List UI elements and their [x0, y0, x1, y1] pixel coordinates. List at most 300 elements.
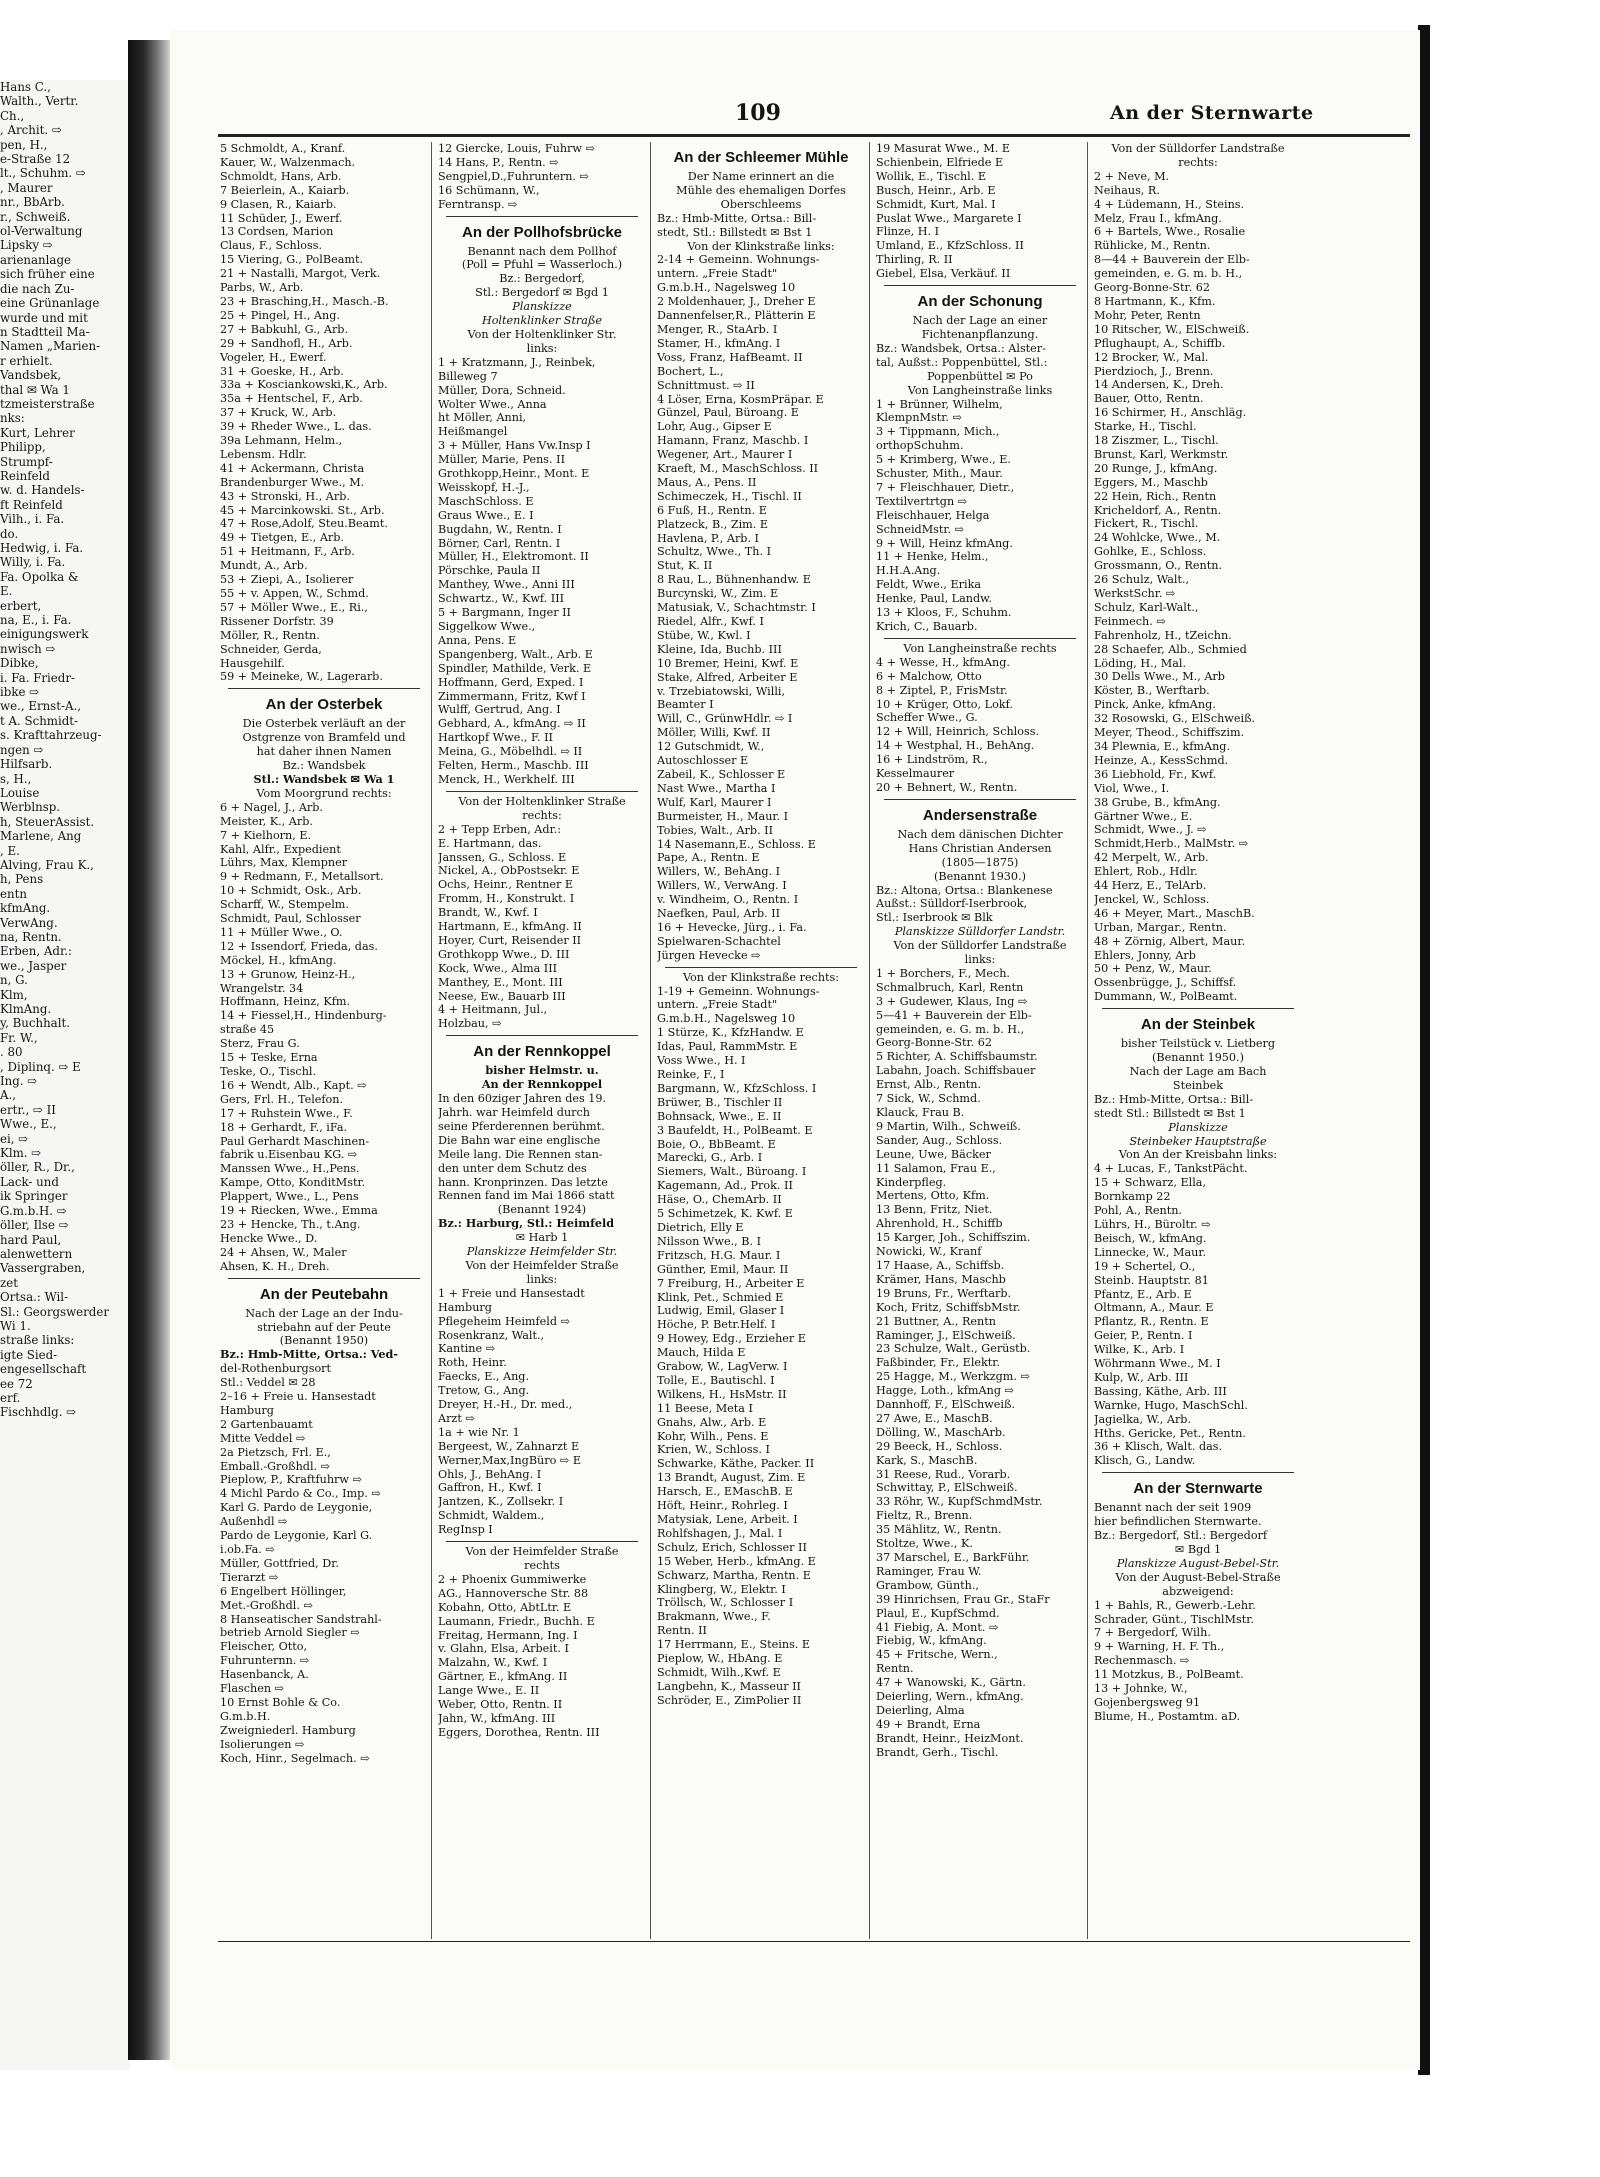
street-note: striebahn auf der Peute [257, 1320, 391, 1334]
street-note: Steinbeker Hauptstraße [1129, 1134, 1267, 1148]
directory-entry: Pflegeheim Heimfeld ⇨ [438, 1314, 570, 1328]
directory-entry: Mertens, Otto, Kfm. [876, 1189, 990, 1203]
directory-entry: Heißmangel [438, 425, 508, 439]
directory-entry: 39a Lehmann, Helm., [220, 434, 343, 448]
left-page-line: h, SteuerAssist. [0, 814, 95, 829]
directory-column-3 [657, 142, 865, 1939]
street-note: Benannt nach dem Pollhof [467, 244, 617, 258]
directory-entry: 12 + Will, Heinrich, Schloss. [876, 725, 1040, 739]
directory-entry: Bz.: Harburg, Stl.: Heimfeld [438, 1217, 615, 1231]
street-note: Nach der Lage am Bach [1129, 1065, 1267, 1078]
directory-entry: Bornkamp 22 [1094, 1190, 1171, 1204]
directory-entry: Roth, Heinr. [438, 1356, 507, 1370]
directory-entry: 35a + Hentschel, F., Arb. [220, 392, 363, 406]
left-page-line: Vassergraben, [0, 1261, 86, 1276]
left-page-fragment [0, 80, 130, 2070]
directory-column-1 [220, 142, 428, 1939]
left-page-line: Alving, Frau K., [0, 857, 94, 872]
directory-entry: 10 Ritscher, W., ElSchweiß. [1094, 322, 1250, 336]
directory-entry: Holzbau, ⇨ [438, 1017, 502, 1031]
directory-entry: 23 + Brasching,H., Masch.-B. [220, 294, 389, 308]
directory-entry: 27 + Babkuhl, G., Arb. [220, 322, 349, 336]
street-note: links: [526, 341, 558, 355]
left-page-line: ft Reinfeld [0, 497, 63, 512]
left-page-line: einigungswerk [0, 627, 89, 642]
street-note: Von der Sülldorfer Landstraße [1111, 142, 1285, 155]
directory-entry: Ahrenhold, H., Schiffb [876, 1217, 1003, 1231]
left-page-line: t A. Schmidt- [0, 713, 79, 728]
directory-entry: betrieb Arnold Siegler ⇨ [220, 1626, 360, 1640]
left-page-line: Philipp, [0, 440, 46, 455]
directory-entry: Fieltz, R., Brenn. [876, 1509, 973, 1523]
directory-entry: Gaffron, H., Kwf. I [438, 1481, 542, 1495]
directory-entry: 8 Rau, L., Bühnenhandw. E [657, 573, 811, 587]
directory-entry: Möller, R., Rentn. [220, 628, 320, 642]
directory-entry: 20 Runge, J., kfmAng. [1094, 461, 1218, 475]
street-note: Fichtenanpflanzung. [921, 327, 1039, 341]
directory-entry: 20 + Behnert, W., Rentn. [876, 780, 1018, 794]
street-note: An der Rennkoppel [481, 1078, 603, 1092]
directory-entry: Klauck, Frau B. [876, 1106, 965, 1119]
left-page-line: Fr. W., [0, 1030, 38, 1045]
directory-entry: 15 Weber, Herb., kfmAng. E [657, 1554, 816, 1568]
directory-entry: Menger, R., StaArb. I [657, 322, 778, 336]
directory-entry: 53 + Ziepi, A., Isolierer [220, 573, 354, 587]
directory-entry: Met.-Großhdl. ⇨ [220, 1598, 313, 1612]
directory-entry: hier befindlichen Sternwarte. [1094, 1515, 1262, 1529]
left-page-line: A., [0, 1088, 17, 1103]
street-note: bisher Helmstr. u. [485, 1064, 599, 1078]
directory-entry: Meyer, Theod., Schiffszim. [1094, 726, 1245, 740]
directory-entry: hann. Kronprinzen. Das letzte [438, 1175, 608, 1189]
directory-entry: Rentn. II [657, 1624, 707, 1638]
directory-entry: Manthey, Wwe., Anni III [438, 578, 575, 592]
directory-entry: 14 + Westphal, H., BehAng. [876, 739, 1035, 753]
directory-entry: 16 + Wendt, Alb., Kapt. ⇨ [220, 1078, 367, 1092]
directory-entry: Schmalbruch, Karl, Rentn [876, 980, 1024, 994]
directory-entry: 18 Ziszmer, L., Tischl. [1094, 434, 1219, 448]
directory-entry: Textilvertrtgn ⇨ [876, 494, 968, 508]
left-page-line: Reinfeld [0, 468, 50, 483]
directory-entry: 14 Nasemann,E., Schloss. E [657, 837, 816, 851]
street-heading: An der Peutebahn [259, 1285, 389, 1303]
directory-entry: Schwittay, P., ElSchweiß. [876, 1481, 1018, 1495]
street-note: Die Osterbek verläuft an der [242, 717, 406, 731]
directory-entry: 46 + Meyer, Mart., MaschB. [1094, 906, 1255, 920]
directory-entry: Flaschen ⇨ [220, 1682, 284, 1696]
directory-entry: 1 + Borchers, F., Mech. [876, 966, 1010, 980]
directory-entry: 38 Grube, B., kfmAng. [1094, 795, 1221, 809]
directory-entry: Sander, Aug., Schloss. [876, 1133, 1003, 1147]
directory-entry: 10 Bremer, Heini, Kwf. E [657, 656, 799, 670]
directory-entry: Schmidt,Herb., MalMstr. ⇨ [1094, 837, 1249, 851]
street-note: Von der Holtenklinker Straße [458, 794, 626, 808]
directory-entry: Gnahs, Alw., Arb. E [657, 1415, 767, 1429]
column-divider [869, 142, 870, 1939]
directory-entry: v. Trzebiatowski, Willi, [657, 684, 786, 698]
directory-entry: 1 + Bahls, R., Gewerb.-Lehr. [1094, 1598, 1256, 1612]
column-divider [650, 142, 651, 1939]
directory-entry: 11 + Henke, Helm., [876, 550, 989, 564]
directory-entry: Lührs, Max, Klempner [220, 856, 348, 870]
column-divider [431, 142, 432, 1939]
street-note: abzweigend: [1162, 1584, 1234, 1598]
directory-entry: E. Hartmann, das. [438, 836, 542, 850]
directory-entry: 7 Sick, W., Schmd. [876, 1092, 981, 1106]
directory-entry: Kesselmaurer [876, 767, 955, 781]
street-heading: An der Osterbek [265, 696, 383, 714]
directory-entry: 7 Freiburg, H., Arbeiter E [657, 1276, 805, 1290]
directory-entry: 10 Ernst Bohle & Co. [220, 1695, 341, 1709]
street-note: Mühle des ehemaligen Dorfes [676, 183, 846, 197]
directory-entry: Weisskopf, H.-J., [438, 480, 530, 494]
directory-entry: Manthey, E., Mont. III [438, 975, 563, 989]
directory-entry: 16 Schirmer, H., Anschläg. [1094, 406, 1247, 420]
directory-entry: 15 + Teske, Erna [220, 1051, 318, 1065]
directory-entry: Außenhdl ⇨ [220, 1515, 288, 1529]
directory-entry: 4 + Lüdemann, H., Steins. [1094, 197, 1245, 211]
left-page-line: tzmeisterstraße [0, 396, 95, 411]
directory-entry: Melz, Frau I., kfmAng. [1094, 211, 1222, 225]
left-page-line: engesellschaft [0, 1362, 87, 1377]
directory-entry: Stamer, H., kfmAng. I [657, 336, 781, 350]
directory-entry: 1a + wie Nr. 1 [438, 1425, 520, 1439]
directory-entry: 17 + Ruhstein Wwe., F. [220, 1106, 353, 1120]
directory-entry: Hoyer, Curt, Reisender II [438, 933, 582, 947]
left-page-line: kfmAng. [0, 901, 51, 916]
street-note: (Benannt 1930.) [934, 869, 1026, 883]
directory-entry: Schienbein, Elfriede E [876, 155, 1004, 169]
directory-entry: Meina, G., Möbelhdl. ⇨ II [438, 745, 583, 759]
directory-entry: 3 + Tippmann, Mich., [876, 425, 1000, 439]
street-note: Von der Sülldorfer Landstraße [893, 939, 1067, 953]
directory-entry: 3 + Müller, Hans Vw.Insp I [438, 439, 591, 453]
directory-entry: Rühlicke, M., Rentn. [1094, 239, 1211, 253]
directory-entry: Klisch, G., Landw. [1094, 1454, 1196, 1468]
directory-entry: Ferntransp. ⇨ [438, 197, 518, 211]
directory-entry: Rissener Dorfstr. 39 [220, 614, 334, 628]
directory-entry: Menck, H., Werkhelf. III [438, 772, 575, 786]
street-note: ✉ Bgd 1 [1174, 1543, 1222, 1556]
directory-entry: Stoltze, Wwe., K. [876, 1537, 973, 1551]
directory-entry: 13 + Grunow, Heinz-H., [220, 967, 356, 981]
left-page-line: Fischhdlg. ⇨ [0, 1405, 77, 1420]
directory-entry: 9 Clasen, R., Kaiarb. [220, 197, 337, 211]
directory-entry: Jürgen Hevecke ⇨ [657, 948, 761, 962]
directory-entry: Wollik, E., Tischl. E [876, 169, 987, 183]
directory-entry: Wulf, Karl, Maurer I [657, 795, 772, 809]
left-page-line: Namen „Marien- [0, 339, 101, 354]
directory-entry: Eggers, M., Maschb [1094, 475, 1208, 489]
directory-entry: Dölling, W., MaschArb. [876, 1425, 1006, 1439]
directory-entry: Blume, H., Postamtm. aD. [1094, 1709, 1241, 1723]
directory-entry: Matusiak, V., Schachtmstr. I [657, 601, 816, 615]
directory-entry: Kohr, Wilh., Pens. E [657, 1429, 769, 1443]
directory-entry: tal, Außst.: Poppenbüttel, Stl.: [876, 355, 1048, 369]
directory-entry: Mauch, Hilda E [657, 1346, 746, 1360]
directory-entry: 29 Beeck, H., Schloss. [876, 1439, 1003, 1453]
directory-entry: Schmidt, Kurt, Mal. I [876, 197, 996, 211]
directory-entry: Beamter I [657, 698, 714, 712]
directory-entry: 26 Schulz, Walt., [1094, 573, 1190, 587]
directory-entry: Felten, Herm., Maschb. III [438, 759, 589, 773]
directory-entry: i.ob.Fa. ⇨ [220, 1543, 275, 1556]
directory-entry: 6 Engelbert Höllinger, [220, 1584, 347, 1598]
directory-entry: Wegener, Art., Maurer I [657, 448, 793, 462]
directory-entry: Hths. Gericke, Pet., Rentn. [1094, 1426, 1246, 1440]
directory-entry: Naefken, Paul, Arb. II [657, 907, 781, 921]
directory-entry: 2 + Phoenix Gummiwerke [438, 1572, 587, 1586]
directory-entry: Brüwer, B., Tischler II [657, 1095, 783, 1109]
directory-entry: 18 + Gerhardt, F., iFa. [220, 1120, 348, 1134]
left-page-line: Fa. Opolka & [0, 569, 79, 584]
left-page-line: öller, R., Dr., [0, 1160, 75, 1175]
directory-entry: Stübe, W., Kwl. I [657, 628, 751, 642]
directory-entry: Tretow, G., Ang. [438, 1384, 530, 1398]
directory-entry: 45 + Fritsche, Wern., [876, 1648, 998, 1662]
directory-entry: 4 Löser, Erna, KosmPräpar. E [657, 392, 824, 406]
directory-entry: Oltmann, A., Maur. E [1094, 1301, 1214, 1315]
directory-entry: Hoffmann, Gerd, Exped. I [438, 675, 584, 689]
directory-entry: 11 Schüder, J., Ewerf. [220, 211, 343, 225]
street-note: Nach dem dänischen Dichter [897, 827, 1063, 841]
directory-entry: 47 + Wanowski, K., Gärtn. [876, 1676, 1026, 1690]
section-divider [228, 1278, 420, 1279]
directory-entry: Scharff, W., Stempelm. [220, 898, 349, 912]
directory-entry: 10 + Krüger, Otto, Lokf. [876, 697, 1013, 711]
street-note: ✉ Harb 1 [515, 1231, 569, 1245]
street-note: bisher Teilstück v. Lietberg [1120, 1037, 1276, 1051]
directory-entry: Brandt, Gerh., Tischl. [876, 1745, 999, 1759]
directory-entry: Hencke Wwe., D. [220, 1231, 318, 1245]
directory-entry: Pinck, Anke, kfmAng. [1094, 698, 1216, 712]
left-page-line: e-Straße 12 [0, 152, 71, 167]
left-page-line: eine Grünanlage [0, 296, 100, 311]
directory-entry: 17 Herrmann, E., Steins. E [657, 1638, 811, 1652]
directory-entry: Schmoldt, Hans, Arb. [220, 169, 342, 183]
street-note: Von Langheinstraße rechts [903, 641, 1057, 655]
left-page-line: Sl.: Georgswerder [0, 1304, 109, 1319]
directory-entry: Brandenburger Wwe., M. [220, 475, 365, 489]
directory-entry: 5 + Krimberg, Wwe., E. [876, 453, 1011, 467]
street-note: Nach der Lage an der Indu- [245, 1306, 403, 1320]
directory-entry: Hoffmann, Heinz, Kfm. [220, 995, 351, 1009]
left-page-line: Hilfsarb. [0, 757, 53, 772]
directory-entry: Bz.: Hmb-Mitte, Ortsa.: Bill- [657, 211, 817, 225]
directory-entry: 8—44 + Bauverein der Elb- [1094, 253, 1250, 267]
directory-entry: 8 Hanseatischer Sandstrahl- [220, 1612, 382, 1626]
directory-entry: Dreyer, H.-H., Dr. med., [438, 1398, 573, 1412]
directory-entry: 8 Hartmann, K., Kfm. [1094, 294, 1216, 308]
directory-entry: 7 + Fleischhauer, Dietr., [876, 480, 1015, 494]
left-page-line: we., Ernst-A., [0, 699, 81, 714]
street-note: Planskizze Sülldorfer Landstr. [894, 925, 1066, 939]
directory-entry: Fromm, H., Konstrukt. I [438, 892, 575, 906]
directory-entry: stedt, Stl.: Billstedt ✉ Bst 1 [657, 225, 813, 239]
directory-entry: Bergeest, W., Zahnarzt E [438, 1439, 580, 1453]
directory-entry: Dietrich, Elly E [657, 1220, 744, 1234]
directory-entry: 19 + Schertel, O., [1094, 1259, 1196, 1273]
directory-entry: Fuhrunternn. ⇨ [220, 1654, 310, 1668]
directory-entry: Kobahn, Otto, AbtLtr. E [438, 1600, 572, 1614]
street-heading: An der Schleemer Mühle [673, 149, 849, 166]
directory-entry: Kricheldorf, A., Rentn. [1094, 503, 1222, 517]
directory-entry: Plaul, E., KupfSchmd. [876, 1606, 1000, 1620]
directory-entry: Bz.: Bergedorf, Stl.: Bergedorf [1094, 1529, 1268, 1543]
directory-entry: Fahrenholz, H., tZeichn. [1094, 628, 1232, 642]
left-page-line: VerwAng. [0, 915, 58, 930]
directory-column-4 [876, 142, 1084, 1939]
directory-entry: 49 + Brandt, Erna [876, 1717, 981, 1731]
directory-entry: Willers, W., BehAng. I [657, 865, 781, 879]
directory-entry: Riedel, Alfr., Kwf. I [657, 615, 764, 628]
left-page-line: straße links: [0, 1333, 75, 1348]
directory-entry: Labahn, Joach. Schiffsbauer [876, 1064, 1036, 1078]
directory-entry: 19 Masurat Wwe., M. E [876, 142, 1011, 155]
directory-entry: 9 Martin, Wilh., Schweiß. [876, 1119, 1021, 1133]
street-note: Holtenklinker Straße [481, 314, 603, 328]
directory-entry: 6 + Malchow, Otto [876, 669, 982, 683]
directory-entry: Feldt, Wwe., Erika [876, 578, 982, 592]
directory-column-5 [1094, 142, 1302, 1939]
directory-entry: Bochert, L., [657, 364, 724, 378]
directory-entry: Koch, Fritz, SchiffsbMstr. [876, 1300, 1021, 1314]
directory-entry: Pflantz, R., Rentn. E [1094, 1315, 1209, 1329]
directory-entry: 16 Schümann, W., [438, 183, 540, 197]
directory-entry: 6 Fuß, H., Rentn. E [657, 503, 767, 517]
left-page-line: Ch., [0, 108, 25, 123]
section-divider [446, 1035, 638, 1036]
directory-entry: 41 Fiebig, A. Mont. ⇨ [876, 1620, 999, 1634]
directory-entry: del-Rothenburgsort [220, 1362, 332, 1376]
directory-entry: 9 Howey, Edg., Erzieher E [657, 1332, 806, 1346]
directory-entry: Spindler, Mathilde, Verk. E [438, 661, 592, 675]
directory-entry: 1 + Brünner, Wilhelm, [876, 397, 1003, 411]
street-note: Vom Moorgrund rechts: [256, 786, 392, 800]
directory-entry: Steinb. Hauptstr. 81 [1094, 1273, 1209, 1287]
left-page-line: Vandsbek, [0, 368, 62, 383]
directory-entry: 36 Liebhold, Fr., Kwf. [1094, 767, 1217, 781]
directory-entry: Höft, Heinr., Rohrleg. I [657, 1499, 788, 1513]
left-page-line: Lipsky ⇨ [0, 238, 53, 253]
directory-entry: Schulz, Erich, Schlosser II [657, 1540, 807, 1554]
left-page-line: do. [0, 526, 19, 541]
directory-entry: Lange Wwe., E. II [438, 1684, 540, 1698]
directory-entry: Grambow, Günth., [876, 1578, 979, 1592]
directory-entry: Ossenbrügge, J., Schiffsf. [1094, 976, 1237, 990]
directory-entry: In den 60ziger Jahren des 19. [438, 1092, 607, 1106]
directory-entry: 25 Hagge, M., Werkzgm. ⇨ [876, 1370, 1030, 1384]
directory-entry: Stut, K. II [657, 559, 713, 573]
street-note: Stl.: Bergedorf ✉ Bgd 1 [475, 286, 609, 300]
directory-entry: 2a Pietzsch, Frl. E., [220, 1445, 331, 1459]
directory-entry: Tolle, E., Bautischl. I [657, 1373, 775, 1387]
directory-entry: 13 Brandt, August, Zim. E [657, 1471, 806, 1485]
directory-entry: Kleine, Ida, Buchb. III [657, 642, 782, 656]
left-page-line: Walth., Vertr. [0, 94, 79, 109]
directory-entry: Mitte Veddel ⇨ [220, 1431, 306, 1445]
directory-entry: 41 + Ackermann, Christa [220, 461, 365, 475]
directory-entry: Matysiak, Lene, Arbeit. I [657, 1513, 798, 1526]
left-page-line: Marlene, Ang [0, 829, 82, 844]
left-page-line: wurde und mit [0, 310, 88, 325]
left-page-line: lt., Schuhm. ⇨ [0, 166, 86, 181]
directory-entry: Anna, Pens. E [438, 633, 517, 647]
directory-entry: Kock, Wwe., Alma III [438, 961, 558, 975]
street-heading: Andersenstraße [922, 806, 1038, 824]
left-page-line: pen, H., [0, 137, 48, 152]
directory-entry: Außst.: Sülldorf-Iserbrook, [876, 897, 1028, 911]
directory-entry: 3 + Gudewer, Klaus, Ing ⇨ [876, 994, 1028, 1008]
directory-entry: Lebensm. Hdlr. [220, 447, 307, 461]
left-page-line: ertr., ⇨ II [0, 1102, 56, 1117]
directory-entry: 11 Beese, Meta I [657, 1401, 753, 1415]
street-note: Planskizze [512, 300, 572, 314]
directory-entry: 9 + Warning, H. F. Th., [1094, 1640, 1225, 1654]
directory-entry: 37 Marschel, E., BarkFühr. [876, 1551, 1030, 1564]
left-page-line: r., Schweiß. [0, 209, 71, 224]
directory-entry: Weber, Otto, Rentn. II [438, 1698, 563, 1712]
directory-entry: 7 Beierlein, A., Kaiarb. [220, 183, 350, 197]
directory-entry: 12 Giercke, Louis, Fuhrw ⇨ [438, 142, 595, 155]
directory-entry: Freitag, Hermann, Ing. I [438, 1628, 578, 1642]
directory-entry: ht Möller, Anni, [438, 411, 527, 425]
directory-entry: 2 + Neve, M. [1094, 169, 1170, 183]
street-note: (Benannt 1950) [279, 1334, 369, 1348]
directory-entry: Laumann, Friedr., Buchh. E [438, 1614, 595, 1628]
left-page-line: nks: [0, 411, 25, 426]
street-note: (Benannt 1924) [497, 1203, 587, 1217]
section-divider [446, 1541, 638, 1542]
directory-entry: KlempnMstr. ⇨ [876, 411, 962, 425]
directory-entry: Tobies, Walt., Arb. II [657, 823, 774, 837]
directory-entry: Hartkopf Wwe., F. II [438, 731, 553, 745]
directory-entry: Schuster, Mith., Maur. [876, 467, 1003, 481]
directory-entry: 21 Buttner, A., Rentn [876, 1314, 996, 1328]
directory-entry: Jahrh. war Heimfeld durch [438, 1106, 590, 1119]
directory-entry: Rohlfshagen, J., Mal. I [657, 1526, 783, 1540]
directory-entry: Busch, Heinr., Arb. E [876, 183, 996, 197]
street-note: Von Langheinstraße links [907, 383, 1053, 397]
directory-entry: Kark, S., MaschB. [876, 1453, 978, 1467]
directory-entry: 17 Haase, A., Schiffsb. [876, 1258, 1005, 1272]
left-page-line: sich früher eine [0, 267, 95, 282]
directory-entry: 19 + Riecken, Wwe., Emma [220, 1204, 378, 1218]
directory-entry: Paul Gerhardt Maschinen- [220, 1134, 370, 1148]
directory-entry: Köster, B., Werftarb. [1094, 684, 1210, 698]
directory-entry: 45 + Marcinkowski. St., Arb. [220, 503, 385, 517]
directory-entry: Schnittmust. ⇨ II [657, 378, 755, 392]
directory-entry: Hamburg [220, 1403, 274, 1417]
directory-entry: Hamann, Franz, Maschb. I [657, 434, 809, 448]
column-divider [1087, 142, 1088, 1939]
left-page-line: igte Sied- [0, 1347, 58, 1362]
directory-entry: Faecks, E., Ang. [438, 1370, 530, 1384]
directory-entry: Pardo de Leygonie, Karl G. [220, 1529, 373, 1543]
directory-entry: Sterz, Frau G. [220, 1037, 300, 1051]
left-page-line: ei, ⇨ [0, 1131, 29, 1146]
directory-entry: Ehlert, Rob., Hdlr. [1094, 865, 1198, 879]
directory-entry: Pape, A., Rentn. E [657, 851, 760, 865]
directory-entry: Rechenmasch. ⇨ [1094, 1654, 1190, 1668]
left-page-line: we., Jasper [0, 958, 67, 973]
directory-entry: Raminger, Frau W. [876, 1564, 982, 1578]
directory-entry: 13 Cordsen, Marion [220, 225, 334, 239]
directory-entry: Heinze, A., KessSchmd. [1094, 753, 1229, 767]
directory-entry: 2 + Tepp Erben, Adr.: [438, 822, 561, 836]
footer-rule [218, 1941, 1410, 1942]
directory-entry: 19 Bruns, Fr., Werftarb. [876, 1286, 1012, 1300]
